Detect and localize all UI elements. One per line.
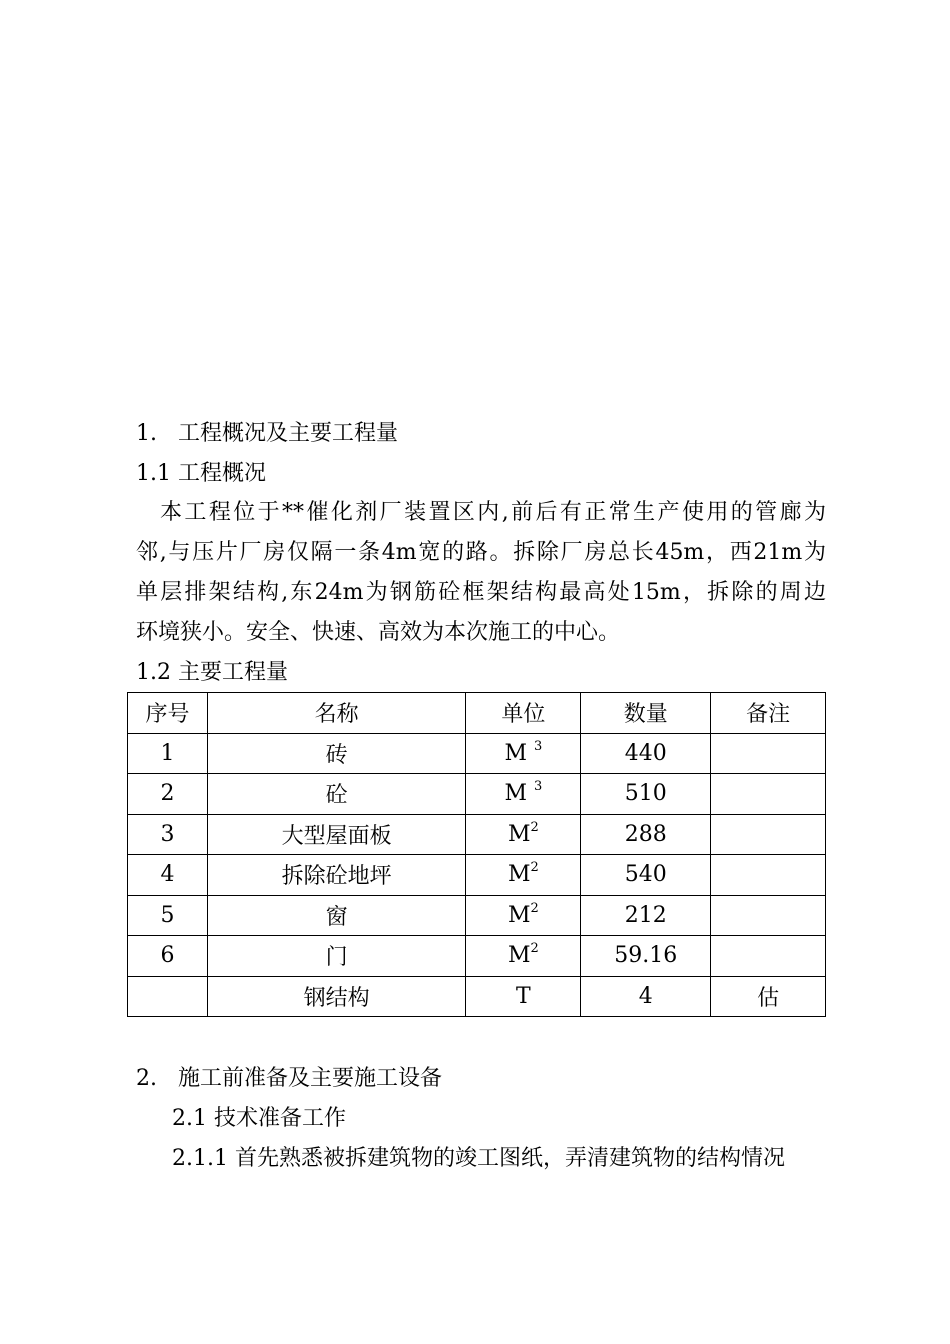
cell-unit: $M^2$: [466, 936, 581, 977]
cell-no: 1: [128, 733, 208, 774]
cell-no: 6: [128, 936, 208, 977]
table-row: [128, 733, 826, 774]
section2-heading-text: 施工前准备及主要施工设备: [178, 1066, 443, 1091]
cell-unit: $M^2$: [466, 895, 581, 936]
table-row: [128, 895, 826, 936]
table-header-row: [128, 693, 826, 734]
header-qty: 数量: [581, 693, 711, 734]
cell-qty: 540: [581, 855, 711, 896]
paragraph-line: 单层排架结构,东24m为钢筋砼框架结构最高处15m，拆除的周边: [136, 580, 826, 605]
cell-no: 2: [128, 774, 208, 815]
cell-note: [711, 814, 826, 855]
cell-note: [711, 936, 826, 977]
cell-no: [128, 976, 208, 1017]
quantity-table: [127, 692, 826, 1017]
cell-note: [711, 733, 826, 774]
cell-name: 门: [207, 936, 466, 977]
table-row: [128, 936, 826, 977]
cell-name: 砼: [207, 774, 466, 815]
cell-note: [711, 895, 826, 936]
section2-1-heading: 2.1 技术准备工作: [172, 1106, 346, 1131]
section1-1-heading: 1.1 工程概况: [136, 461, 266, 486]
table-row: [128, 814, 826, 855]
cell-name: 钢结构: [207, 976, 466, 1017]
cell-unit: M $^3$: [466, 774, 581, 815]
cell-no: 5: [128, 895, 208, 936]
paragraph-line: 环境狭小。安全、快速、高效为本次施工的中心。: [136, 620, 621, 645]
cell-unit: $M^2$: [466, 855, 581, 896]
section2-1-1-text: 2.1.1 首先熟悉被拆建筑物的竣工图纸，弄清建筑物的结构情况: [172, 1146, 785, 1171]
cell-unit: T: [466, 976, 581, 1017]
cell-qty: 288: [581, 814, 711, 855]
cell-qty: 510: [581, 774, 711, 815]
header-unit: 单位: [466, 693, 581, 734]
section2-heading-number: 2.: [136, 1066, 157, 1091]
paragraph-line: 本工程位于**催化剂厂装置区内,前后有正常生产使用的管廊为: [160, 500, 826, 525]
cell-name: 窗: [207, 895, 466, 936]
section1-heading-text: 工程概况及主要工程量: [178, 421, 399, 446]
header-note: 备注: [711, 693, 826, 734]
cell-unit: $M^2$: [466, 814, 581, 855]
cell-no: 4: [128, 855, 208, 896]
section1-2-heading: 1.2 主要工程量: [136, 660, 288, 685]
overview-paragraph: [136, 493, 826, 653]
cell-qty: 4: [581, 976, 711, 1017]
cell-qty: 440: [581, 733, 711, 774]
section2-heading: [136, 1065, 442, 1093]
table-row: [128, 976, 826, 1017]
cell-name: 拆除砼地坪: [207, 855, 466, 896]
cell-no: 3: [128, 814, 208, 855]
section1-heading: [136, 420, 398, 448]
cell-name: 砖: [207, 733, 466, 774]
cell-qty: 212: [581, 895, 711, 936]
cell-note: [711, 855, 826, 896]
table-row: [128, 774, 826, 815]
cell-qty: 59.16: [581, 936, 711, 977]
cell-unit: M $^3$: [466, 733, 581, 774]
cell-note: 估: [711, 976, 826, 1017]
cell-name: 大型屋面板: [207, 814, 466, 855]
header-name: 名称: [207, 693, 466, 734]
cell-note: [711, 774, 826, 815]
section1-heading-number: 1.: [136, 421, 157, 446]
paragraph-line: 邻,与压片厂房仅隔一条4m宽的路。拆除厂房总长45m，西21m为: [136, 540, 826, 565]
header-no: 序号: [128, 693, 208, 734]
table-row: [128, 855, 826, 896]
